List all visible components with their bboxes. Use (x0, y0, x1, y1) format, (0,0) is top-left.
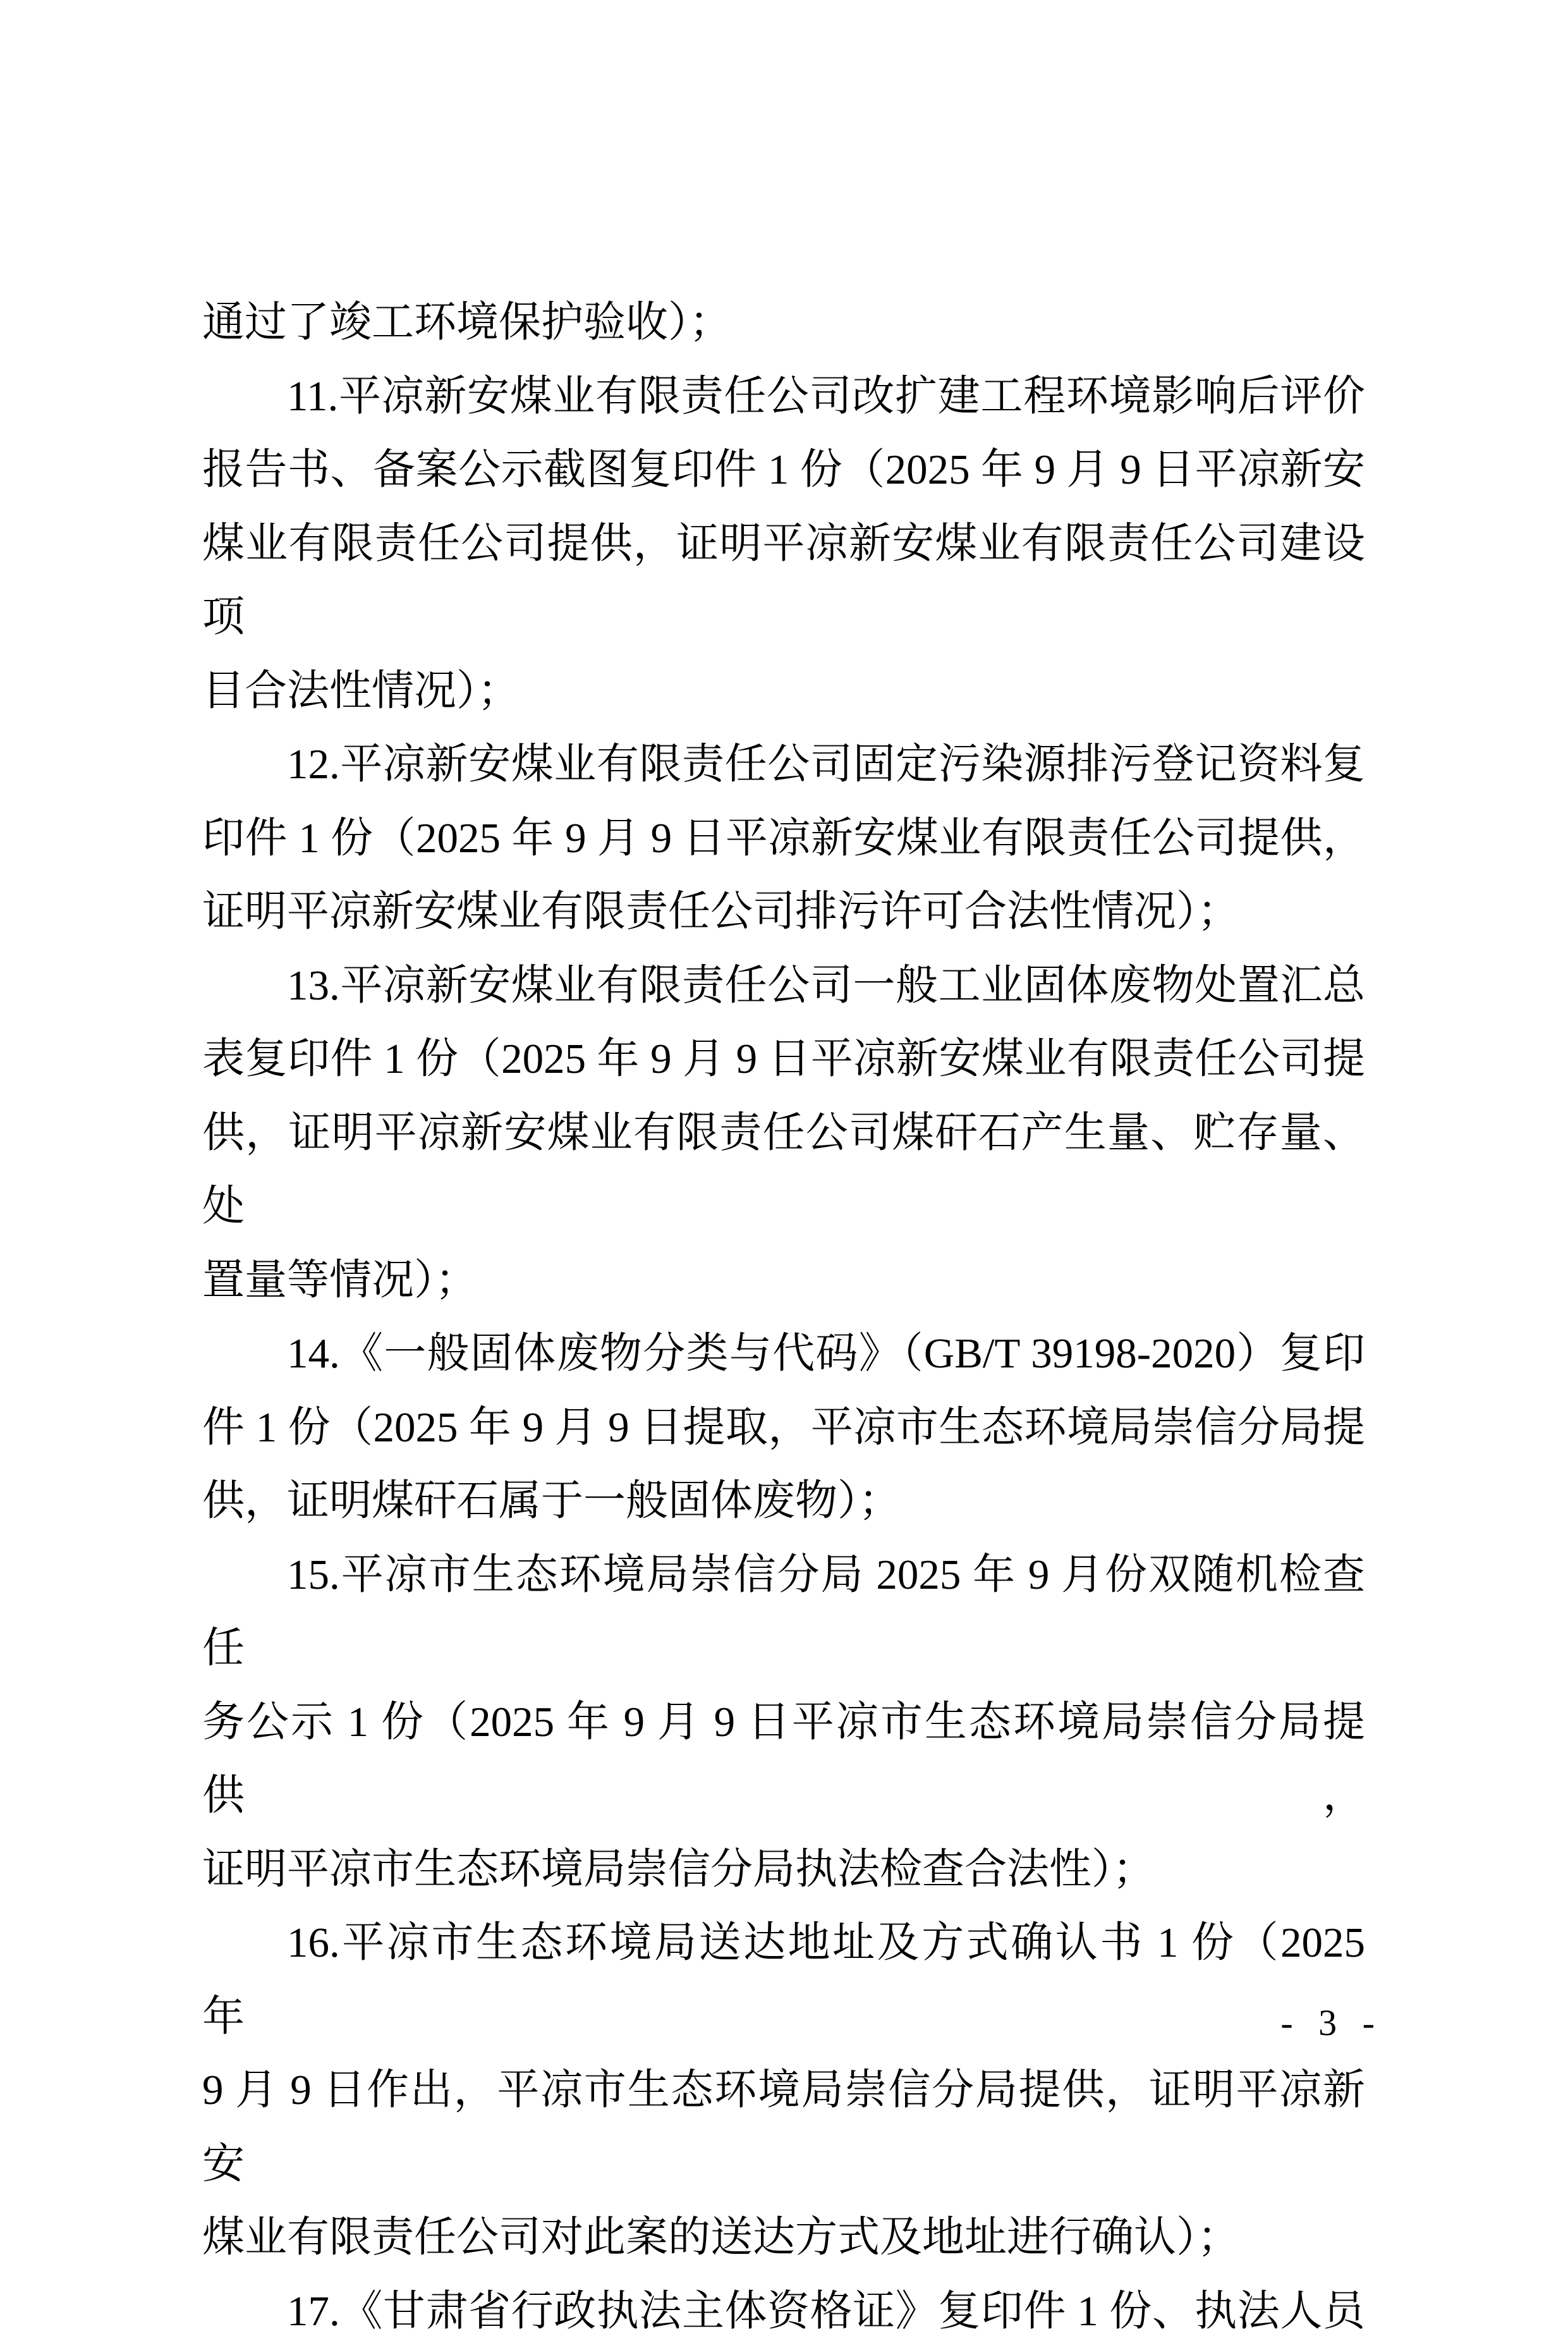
document-line: 证明平凉市生态环境局崇信分局执法检查合法性）； (202, 1833, 1365, 1907)
document-line: 15.平凉市生态环境局崇信分局 2025 年 9 月份双随机检查任 (202, 1538, 1365, 1685)
document-line: 14.《一般固体废物分类与代码》（GB/T 39198-2020）复印 (202, 1317, 1365, 1391)
document-line: 16.平凉市生态环境局送达地址及方式确认书 1 份（2025 年 (202, 1906, 1365, 2053)
document-line: 13.平凉新安煤业有限责任公司一般工业固体废物处置汇总 (202, 949, 1365, 1023)
document-line: 件 1 份（2025 年 9 月 9 日提取，平凉市生态环境局崇信分局提 (202, 1391, 1365, 1465)
document-line: 报告书、备案公示截图复印件 1 份（2025 年 9 月 9 日平凉新安 (202, 433, 1365, 507)
document-line: 证明平凉新安煤业有限责任公司排污许可合法性情况）； (202, 875, 1365, 949)
document-line: 务公示 1 份（2025 年 9 月 9 日平凉市生态环境局崇信分局提供， (202, 1685, 1365, 1833)
document-line: 煤业有限责任公司对此案的送达方式及地址进行确认）； (202, 2201, 1365, 2275)
document-line: 9 月 9 日作出，平凉市生态环境局崇信分局提供，证明平凉新安 (202, 2053, 1365, 2201)
document-line: 煤业有限责任公司提供，证明平凉新安煤业有限责任公司建设项 (202, 507, 1365, 654)
document-line: 17.《甘肃省行政执法主体资格证》复印件 1 份、执法人员 (202, 2275, 1365, 2348)
document-body-text (202, 286, 1365, 2348)
document-line: 表复印件 1 份（2025 年 9 月 9 日平凉新安煤业有限责任公司提 (202, 1022, 1365, 1096)
document-line: 12.平凉新安煤业有限责任公司固定污染源排污登记资料复 (202, 728, 1365, 802)
page-number: - 3 - (1280, 2001, 1378, 2045)
document-line: 置量等情况）； (202, 1244, 1365, 1318)
document-line: 供，证明平凉新安煤业有限责任公司煤矸石产生量、贮存量、处 (202, 1096, 1365, 1244)
document-line: 通过了竣工环境保护验收）； (202, 286, 1365, 360)
document-line: 供，证明煤矸石属于一般固体废物）； (202, 1464, 1365, 1538)
document-line: 11.平凉新安煤业有限责任公司改扩建工程环境影响后评价 (202, 360, 1365, 434)
document-line: 目合法性情况）； (202, 654, 1365, 728)
document-line: 印件 1 份（2025 年 9 月 9 日平凉新安煤业有限责任公司提供， (202, 802, 1365, 876)
